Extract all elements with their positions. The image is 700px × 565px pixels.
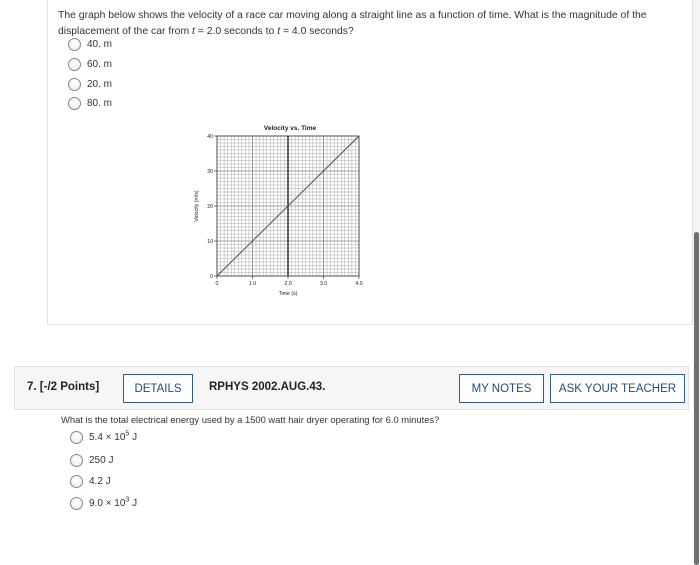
- question-points: [-/2 Points]: [39, 381, 100, 393]
- q7-choice-label: [89, 498, 137, 509]
- y-tick-label: 10: [207, 238, 213, 245]
- q7-choice-3[interactable]: [70, 475, 111, 488]
- radio-button[interactable]: [70, 454, 83, 467]
- question-6-line-2b: = 2.0 seconds to: [194, 25, 278, 37]
- question-code: RPHYS 2002.AUG.43.: [209, 381, 326, 393]
- y-tick-label: 0: [210, 273, 213, 280]
- choice-base: 5.4 × 10: [89, 432, 126, 443]
- y-tick-label: 20: [207, 203, 213, 210]
- question-6-line-2a: displacement of the car from: [58, 25, 192, 37]
- q7-choice-label: [89, 455, 113, 466]
- y-tick-label: 40: [207, 133, 213, 140]
- choice-unit: J: [129, 498, 138, 509]
- q6-choice-label: 60. m: [87, 59, 113, 70]
- choice-exponent: 3: [125, 496, 130, 504]
- radio-button[interactable]: [70, 431, 83, 444]
- variable-t-2: t: [277, 25, 281, 37]
- question-7-header: [14, 366, 689, 410]
- radio-button[interactable]: [68, 97, 81, 110]
- q7-choice-label: [89, 432, 137, 443]
- y-axis-label: Velocity (m/s): [194, 190, 200, 222]
- q7-choice-2[interactable]: [70, 454, 113, 467]
- choice-base: 250 J: [89, 455, 114, 466]
- q6-choice-4[interactable]: [68, 97, 112, 110]
- radio-button[interactable]: [68, 38, 81, 51]
- q6-choice-label: 40. m: [87, 39, 113, 50]
- question-6-line-1: The graph below shows the velocity of a race car moving along a straight line as a function of time. What is the magnitude of the: [58, 10, 647, 21]
- my-notes-button[interactable]: MY NOTES: [459, 374, 544, 403]
- velocity-time-graph: [190, 120, 370, 305]
- x-tick-label: 2.0: [284, 281, 292, 287]
- x-tick-label: 0: [215, 281, 219, 287]
- q6-choice-1[interactable]: [68, 38, 112, 51]
- question-7-number-points: [27, 381, 99, 393]
- radio-button[interactable]: [68, 78, 81, 91]
- question-6-card: [47, 0, 693, 325]
- q7-choice-label: [89, 476, 111, 487]
- choice-exponent: 5: [125, 430, 130, 438]
- q6-choice-3[interactable]: [68, 78, 112, 91]
- radio-button[interactable]: [70, 497, 83, 510]
- radio-button[interactable]: [70, 475, 83, 488]
- ask-your-teacher-button[interactable]: ASK YOUR TEACHER: [550, 374, 685, 403]
- question-6-text: [58, 8, 688, 39]
- choice-unit: J: [129, 432, 138, 443]
- x-tick-label: 3.0: [319, 281, 328, 287]
- radio-button[interactable]: [68, 58, 81, 71]
- q6-choice-label: 80. m: [87, 98, 113, 109]
- x-tick-label: 1.0: [248, 281, 257, 287]
- q6-choice-label: 20. m: [87, 79, 113, 90]
- choice-base: 9.0 × 10: [89, 498, 126, 509]
- q7-choice-1[interactable]: [70, 431, 137, 444]
- question-6-line-2c: = 4.0 seconds?: [280, 25, 354, 37]
- choice-base: 4.2 J: [89, 476, 111, 487]
- velocity-time-chart: [190, 120, 370, 305]
- chart-title: Velocity vs. Time: [263, 125, 317, 132]
- question-7-text: What is the total electrical energy used by a 1500 watt hair dryer operating for 6.0 minutes?: [61, 414, 440, 425]
- q7-choice-4[interactable]: [70, 497, 137, 510]
- x-axis-label: Time (s): [278, 291, 298, 297]
- y-tick-label: 30: [207, 168, 213, 175]
- x-tick-label: 4.0: [355, 281, 363, 287]
- details-button[interactable]: DETAILS: [123, 374, 193, 403]
- question-number: 7.: [27, 381, 37, 393]
- scrollbar-thumb[interactable]: [694, 232, 699, 565]
- q6-choice-2[interactable]: [68, 58, 112, 71]
- variable-t-1: t: [191, 25, 195, 37]
